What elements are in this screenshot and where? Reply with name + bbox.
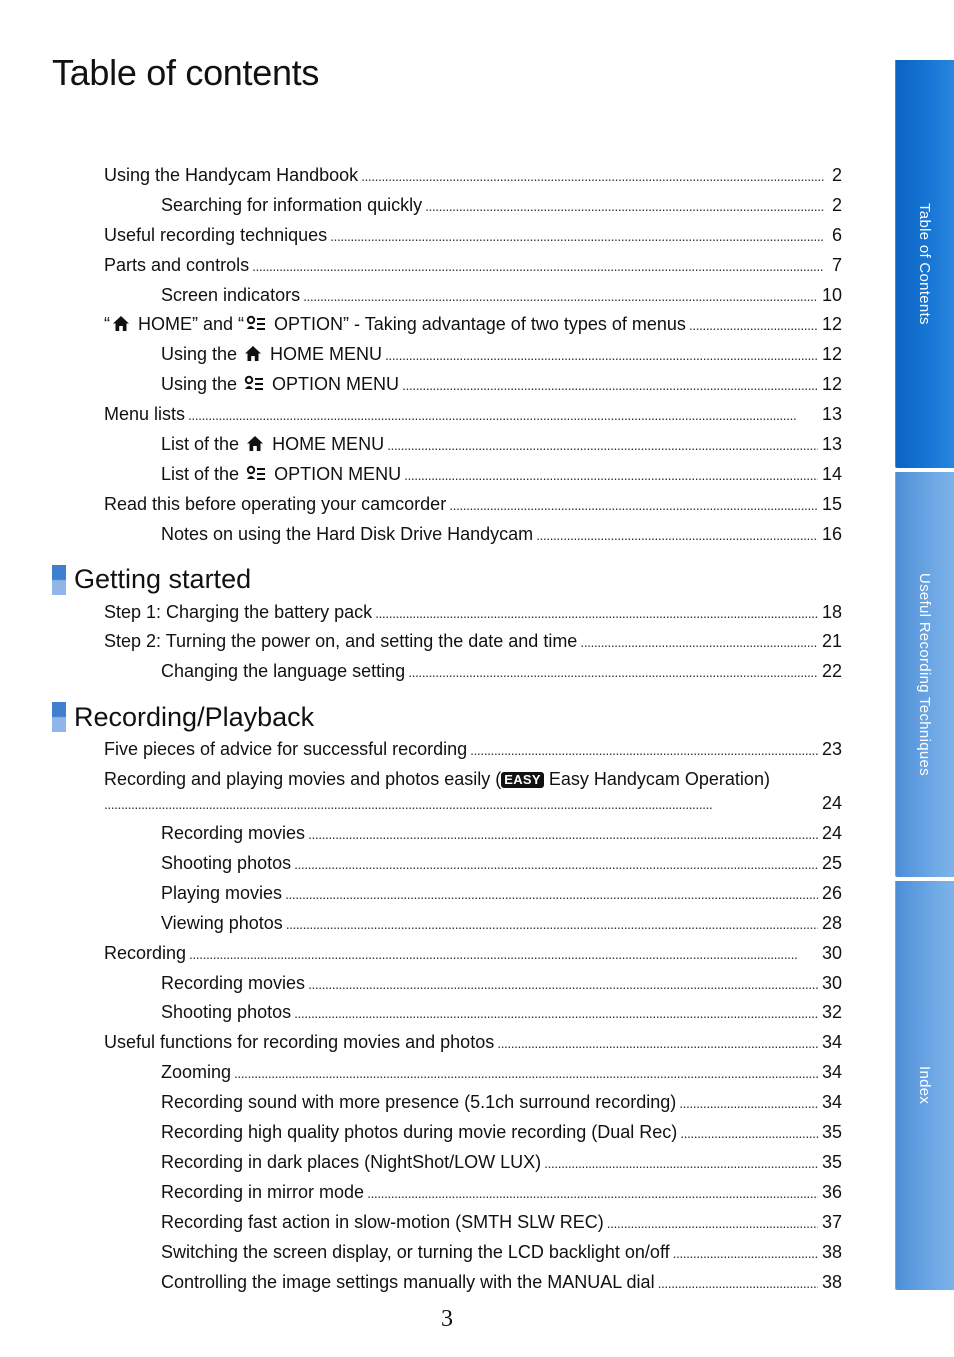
toc-entry[interactable]: Five pieces of advice for successful recording . . . 23: [104, 739, 842, 769]
toc-entry[interactable]: Switching the screen display, or turning the LCD backlight on/off . . . 38: [104, 1242, 842, 1272]
toc-entry[interactable]: Step 2: Turning the power on, and setting the date and time . . . 21: [104, 631, 842, 661]
toc-entry[interactable]: Using the HOME MENU . . . 12: [104, 344, 842, 374]
toc-entry[interactable]: Recording and playing movies and photos easily ( EASY Easy Handycam Operation) . . . 24: [104, 769, 842, 823]
toc-entry[interactable]: Recording in dark places (NightShot/LOW LUX) . . . 35: [104, 1152, 842, 1182]
page-title: Table of contents: [52, 52, 320, 93]
tab-index[interactable]: Index: [895, 881, 954, 1290]
toc-entry[interactable]: Shooting photos . . . 32: [104, 1002, 842, 1032]
option-menu-icon: [246, 465, 266, 482]
toc-entry[interactable]: Viewing photos . . . 28: [104, 913, 842, 943]
toc-entry[interactable]: Parts and controls . . . 7: [104, 255, 842, 285]
toc-entry[interactable]: Shooting photos . . . 25: [104, 853, 842, 883]
tab-useful-recording-techniques[interactable]: Useful Recording Techniques: [895, 472, 954, 877]
toc-entry[interactable]: List of the OPTION MENU . . . 14: [104, 464, 842, 494]
toc-entry[interactable]: Playing movies . . . 26: [104, 883, 842, 913]
page-number: 3: [441, 1306, 453, 1332]
toc-entry[interactable]: Useful functions for recording movies and photos . . . 34: [104, 1032, 842, 1062]
toc-entry[interactable]: List of the HOME MENU . . . 13: [104, 434, 842, 464]
toc-entry[interactable]: Read this before operating your camcorder . . . 15: [104, 494, 842, 524]
home-icon: [246, 435, 264, 452]
toc-entry[interactable]: Recording movies . . . 24: [104, 823, 842, 853]
toc-entry[interactable]: Searching for information quickly . . . 2: [104, 195, 842, 225]
toc-entry[interactable]: Controlling the image settings manually with the MANUAL dial . . . 38: [104, 1272, 842, 1302]
toc-entry[interactable]: Recording high quality photos during movie recording (Dual Rec) . . . 35: [104, 1122, 842, 1152]
side-tab-strip: [895, 60, 954, 1290]
toc-entry[interactable]: Menu lists . . . 13: [104, 404, 842, 434]
toc-entry[interactable]: Using the OPTION MENU . . . 12: [104, 374, 842, 404]
toc-entry[interactable]: Screen indicators . . . 10: [104, 285, 842, 315]
section-marker: [52, 702, 66, 732]
toc-entry[interactable]: Recording sound with more presence (5.1ch surround recording) . . . 34: [104, 1092, 842, 1122]
toc-entry[interactable]: Recording in mirror mode . . . 36: [104, 1182, 842, 1212]
section-heading-recording-playback[interactable]: Recording/Playback: [52, 697, 842, 737]
tab-table-of-contents[interactable]: Table of Contents: [895, 60, 954, 468]
toc-entry[interactable]: Useful recording techniques . . . 6: [104, 225, 842, 255]
table-of-contents: [74, 165, 842, 1301]
option-menu-icon: [244, 375, 264, 392]
toc-entry[interactable]: “ HOME” and “ OPTION” - Taking advantage of two types of menus . . . 12: [104, 314, 842, 344]
toc-entry[interactable]: Recording fast action in slow-motion (SMTH SLW REC) . . . 37: [104, 1212, 842, 1242]
toc-entry[interactable]: Recording . . . 30: [104, 943, 842, 973]
toc-entry[interactable]: Using the Handycam Handbook . . . 2: [104, 165, 842, 195]
home-icon: [244, 345, 262, 362]
section-heading-getting-started[interactable]: Getting started: [52, 560, 842, 600]
toc-entry[interactable]: Notes on using the Hard Disk Drive Handycam . . . 16: [104, 524, 842, 554]
home-icon: [112, 315, 130, 332]
section-marker: [52, 565, 66, 595]
easy-badge-icon: EASY: [501, 772, 544, 788]
toc-entry[interactable]: Step 1: Charging the battery pack . . . 18: [104, 602, 842, 632]
toc-entry[interactable]: Recording movies . . . 30: [104, 973, 842, 1003]
option-menu-icon: [246, 315, 266, 332]
toc-entry[interactable]: Changing the language setting . . . 22: [104, 661, 842, 691]
toc-entry[interactable]: Zooming . . . 34: [104, 1062, 842, 1092]
